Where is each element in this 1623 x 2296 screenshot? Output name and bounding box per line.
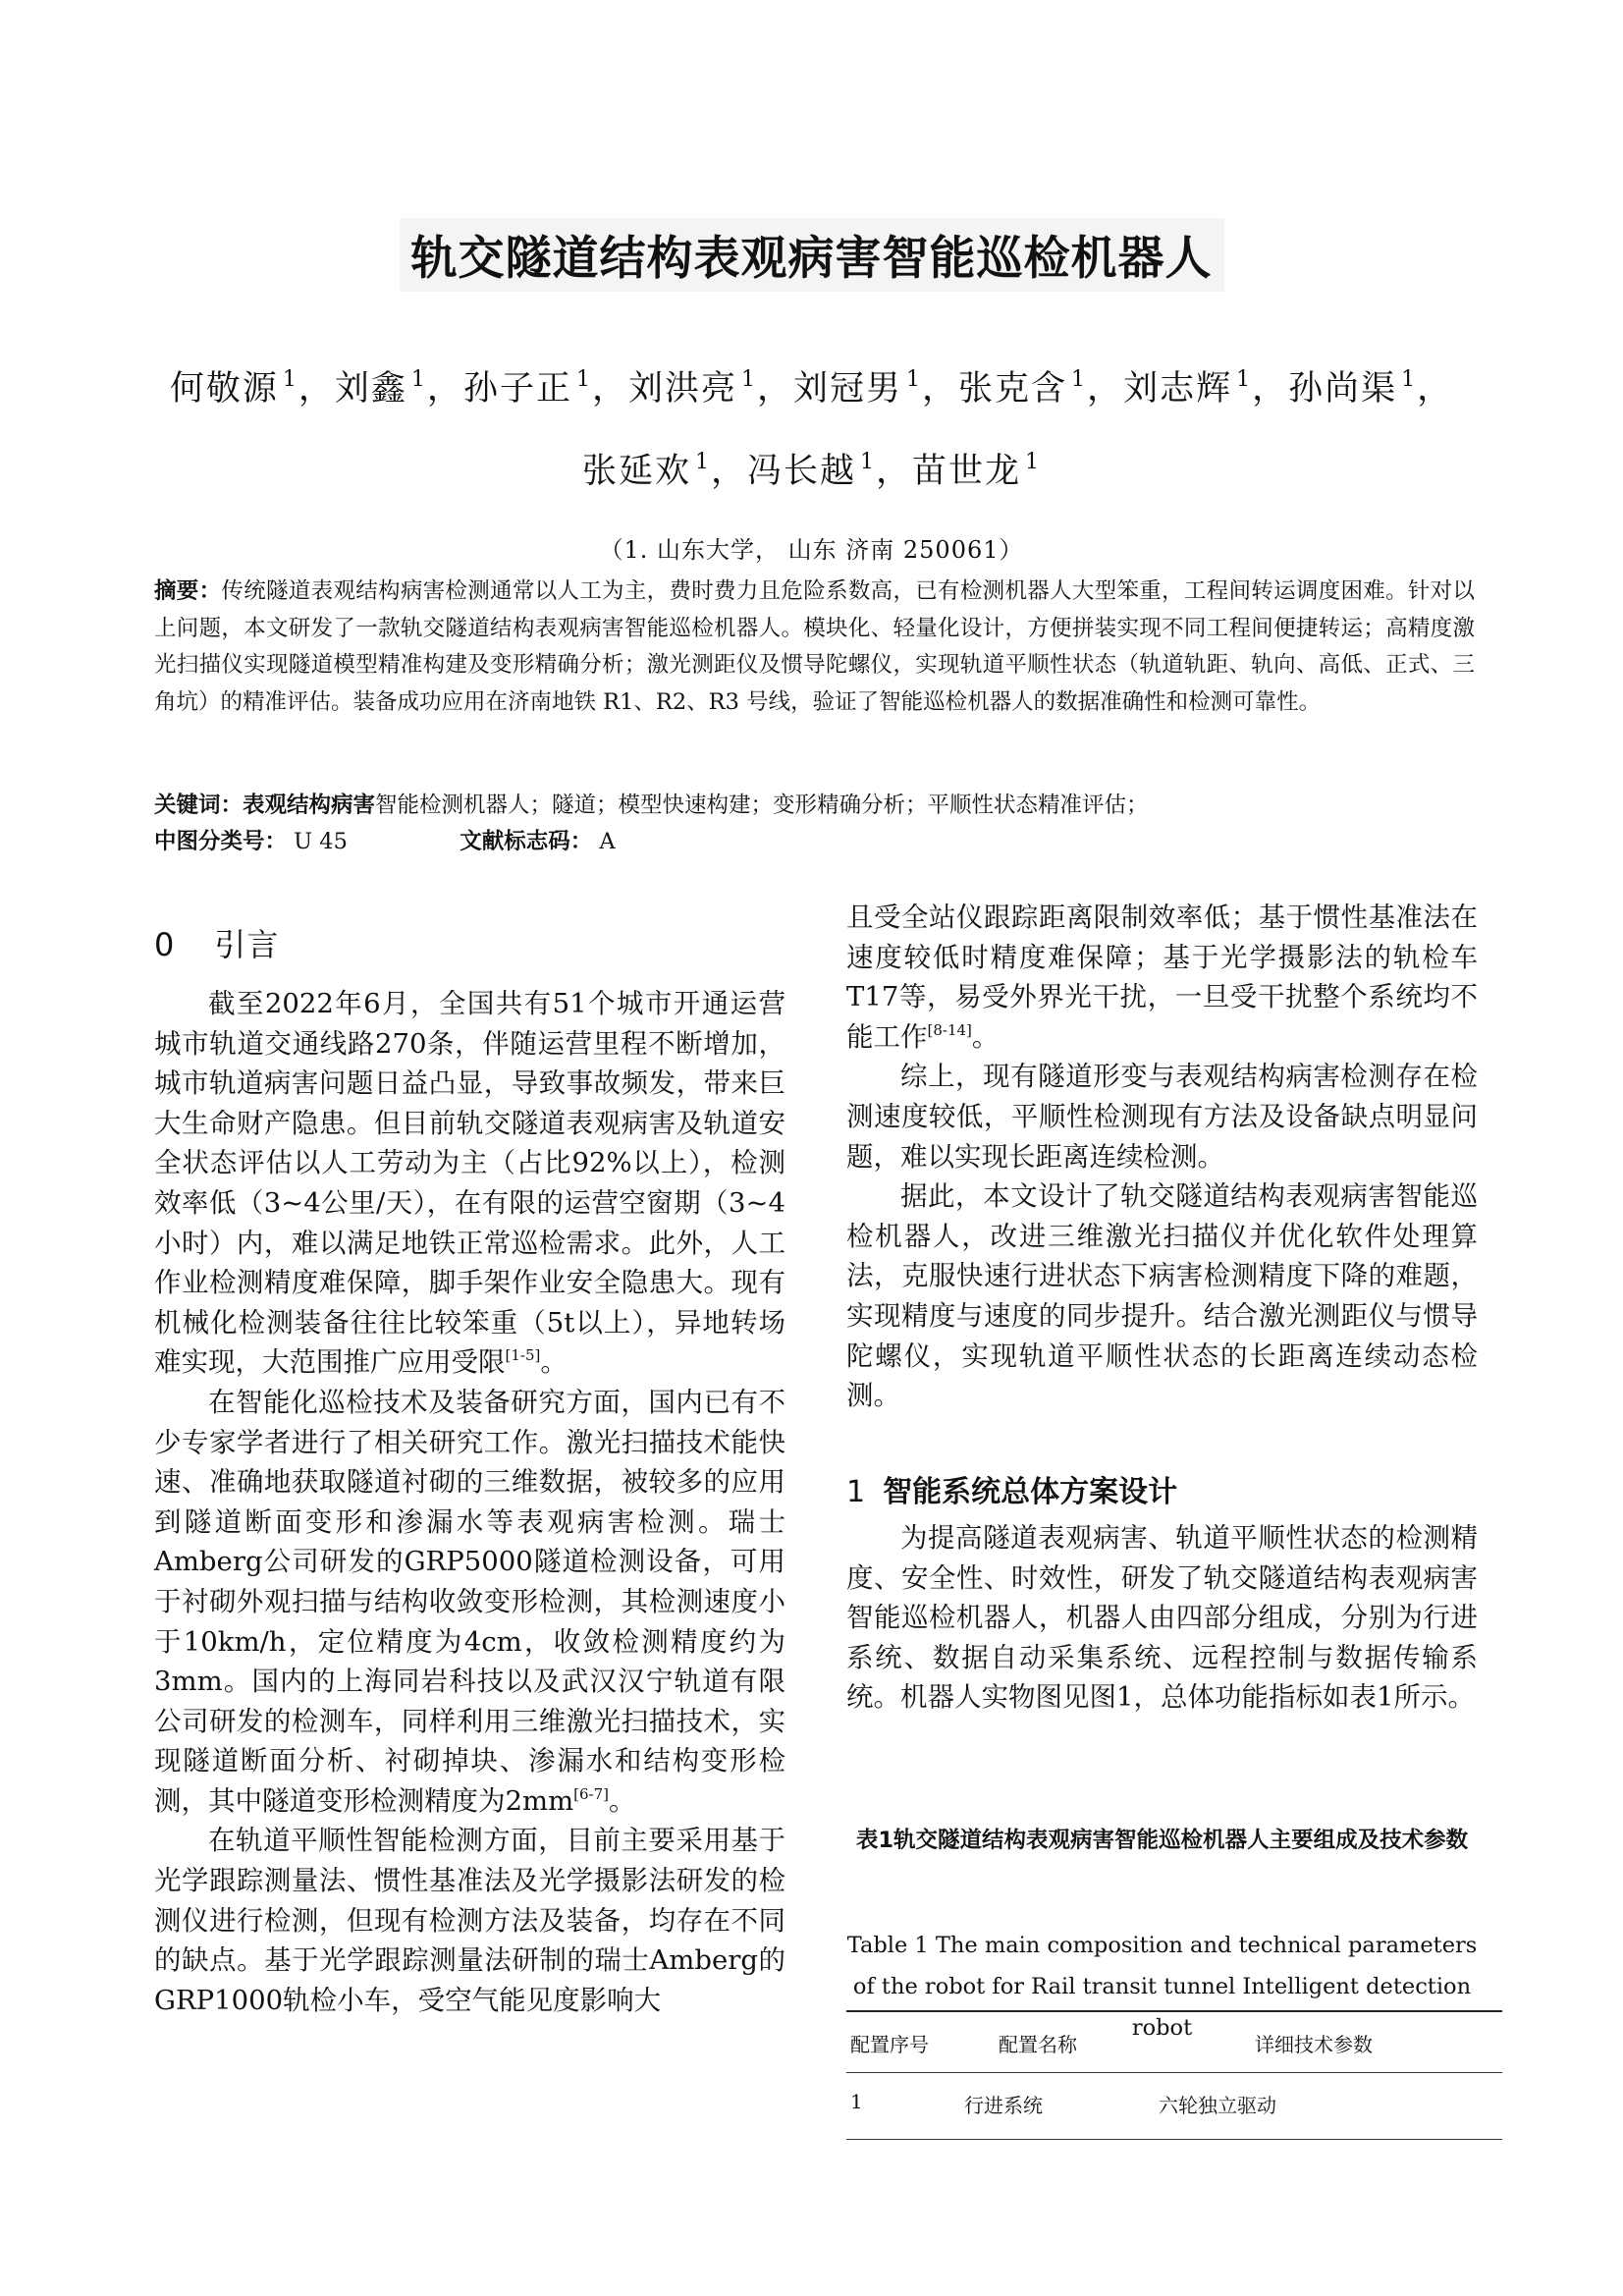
section-heading-1 xyxy=(846,1467,1177,1510)
section1-body xyxy=(846,1518,1478,1718)
paragraph: 据此，本文设计了轨交隧道结构表观病害智能巡检机器人，改进三维激光扫描仪并优化软件处理算法，克服快速行进状态下病害检测精度下降的难题，实现精度与速度的同步提升。结合激光测距仪与惯导陀螺仪，实现轨道平顺性状态的长距离连续动态检测。 xyxy=(846,1180,1478,1412)
section-title: 智能系统总体方案设计 xyxy=(883,1475,1178,1509)
author-name: 苗世龙 xyxy=(912,452,1022,491)
author xyxy=(958,369,1087,409)
table-header-cell: 详细技术参数 xyxy=(1255,2033,1373,2056)
author-name: 张延欢 xyxy=(581,452,691,491)
author xyxy=(582,452,711,491)
citation: [8-14] xyxy=(927,1020,972,1039)
right-column xyxy=(846,898,1478,1416)
keywords-label: 关键词： xyxy=(154,793,243,818)
author-affiliation-mark: 1 xyxy=(282,367,298,392)
section-number: 0 xyxy=(154,926,176,963)
abstract-label: 摘要： xyxy=(154,578,222,604)
doc-code-value: A xyxy=(599,829,616,854)
citation: [6-7] xyxy=(573,1784,610,1803)
paragraph: 截至2022年6月，全国共有51个城市开通运营城市轨道交通线路270条，伴随运营里程不断增加，城市轨道病害问题日益凸显，导致事故频发，带来巨大生命财产隐患。但目前轨交隧道表观病害及轨道安全状态评估以人工劳动为主（占比92%以上），检测效率低（3~4公里/天），在有限的运营空窗期（3~4小时）内，难以满足地铁正常巡检需求。此外，人工作业检测精度难保障，脚手架作业安全隐患大。现有机械化检测装备往往比较笨重（5t以上），异地转场难实现，大范围推广应用受限[1-5]。 xyxy=(154,988,785,1379)
paragraph: 为提高隧道表观病害、轨道平顺性状态的检测精度、安全性、时效性，研发了轨交隧道结构表观病害智能巡检机器人，机器人由四部分组成，分别为行进系统、数据自动采集系统、远程控制与数据传输系统。机器人实物图见图1，总体功能指标如表1所示。 xyxy=(846,1522,1478,1714)
title-block xyxy=(0,218,1623,292)
table-cell: 1 xyxy=(850,2090,863,2113)
author xyxy=(170,369,298,409)
section-heading-intro xyxy=(154,920,279,965)
table-header-cell: 配置名称 xyxy=(999,2033,1077,2056)
author-affiliation-mark: 1 xyxy=(410,367,427,392)
paragraph: 在智能化巡检技术及装备研究方面，国内已有不少专家学者进行了相关研究工作。激光扫描技术能快速、准确地获取隧道衬砌的三维数据，被较多的应用到隧道断面变形和渗漏水等表观病害检测。瑞士Amberg公司研发的GRP5000隧道检测设备，可用于衬砌外观扫描与结构收敛变形检测，其检测速度小于10km/h，定位精度为4cm，收敛检测精度约为3mm。国内的上海同岩科技以及武汉汉宁轨道有限公司研发的检测车，同样利用三维激光扫描技术，实现隧道断面分析、衬砌掉块、渗漏水和结构变形检测，其中隧道变形检测精度为2mm[6-7]。 xyxy=(154,1386,785,1817)
table-bottom-rule xyxy=(846,2139,1502,2140)
section-title: 引言 xyxy=(214,926,280,963)
author xyxy=(463,369,592,409)
paragraph: 在轨道平顺性智能检测方面，目前主要采用基于光学跟踪测量法、惯性基准法及光学摄影法研发的检测仪进行检测，但现有检测方法及装备，均存在不同的缺点。基于光学跟踪测量法研制的瑞士Amberg的GRP1000轨检小车，受空气能见度影响大 xyxy=(154,1825,785,2016)
author-affiliation-mark: 1 xyxy=(1071,367,1088,392)
author xyxy=(335,369,427,409)
author-affiliation-mark: 1 xyxy=(740,367,757,392)
paper-title: 轨交隧道结构表观病害智能巡检机器人 xyxy=(400,218,1224,292)
author-affiliation-mark: 1 xyxy=(1025,450,1042,474)
table-caption-en: Table 1 The main composition and technical parameters of the robot for Rail transit tunnel Intelligent detection robot xyxy=(846,1933,1478,2041)
author-name: 刘志辉 xyxy=(1123,369,1233,409)
author-affiliation-mark: 1 xyxy=(860,450,876,474)
abstract xyxy=(154,574,1475,721)
section-number: 1 xyxy=(846,1475,866,1509)
author-name: 张克含 xyxy=(958,369,1068,409)
author-name: 刘鑫 xyxy=(334,369,407,409)
paragraph: 且受全站仪跟踪距离限制效率低；基于惯性基准法在速度较低时精度难保障；基于光学摄影法的轨检车T17等，易受外界光干扰，一旦受干扰整个系统均不能工作[8-14]。 xyxy=(846,902,1478,1053)
author-affiliation-mark: 1 xyxy=(1401,367,1418,392)
clc-label: 中图分类号： xyxy=(154,829,288,854)
author xyxy=(912,452,1041,491)
table-top-rule xyxy=(846,2010,1502,2012)
author-affiliation-mark: 1 xyxy=(906,367,923,392)
citation: [1-5] xyxy=(505,1346,541,1365)
author xyxy=(1288,369,1417,409)
left-column xyxy=(154,984,785,2020)
abstract-text: 传统隧道表观结构病害检测通常以人工为主，费时费力且危险系数高，已有检测机器人大型笨重，工程间转运调度困难。针对以上问题，本文研发了一款轨交隧道结构表观病害智能巡检机器人。模块化、轻量化设计，方便拼装实现不同工程间便捷转运；高精度激光扫描仪实现隧道模型精准构建及变形精确分析；激光测距仪及惯导陀螺仪，实现轨道平顺性状态（轨道轨距、轨向、高低、正式、三角坑）的精准评估。装备成功应用在济南地铁 R1、R2、R3 号线，验证了智能巡检机器人的数据准确性和检测可靠性。 xyxy=(154,578,1475,715)
author-list-line-1: 何敬源 $^1$，刘鑫 $^1$，孙子正 $^1$，刘洪亮 $^1$，刘冠男 $^1$，张克含 $^1$，刘志辉 $^1$，孙尚渠 $^1$， xyxy=(169,367,1454,409)
author-name: 刘冠男 xyxy=(793,369,903,409)
author-affiliation-mark: 1 xyxy=(694,450,711,474)
keywords-text: 智能检测机器人；隧道；模型快速构建；变形精确分析；平顺性状态精准评估； xyxy=(375,793,1149,818)
keywords xyxy=(154,790,1475,821)
author-name: 孙子正 xyxy=(462,369,572,409)
paragraph: 综上，现有隧道形变与表观结构病害检测存在检测速度较低，平顺性检测现有方法及设备缺点明显问题，难以实现长距离连续检测。 xyxy=(846,1061,1478,1173)
author-affiliation-mark: 1 xyxy=(575,367,592,392)
author xyxy=(628,369,757,409)
table-cell: 行进系统 xyxy=(964,2094,1043,2117)
table-caption-zh: 表1轨交隧道结构表观病害智能巡检机器人主要组成及技术参数 xyxy=(855,1828,1469,1853)
author xyxy=(747,452,876,491)
doc-code-label: 文献标志码： xyxy=(460,829,593,854)
author-name: 何敬源 xyxy=(169,369,279,409)
author-list-line-2: 张延欢 $^1$，冯长越 $^1$，苗世龙 $^1$ xyxy=(581,450,1042,491)
author xyxy=(793,369,922,409)
classification xyxy=(154,826,1475,857)
table-header-rule xyxy=(846,2072,1502,2073)
author-affiliation-mark: 1 xyxy=(1236,367,1253,392)
clc-value: U 45 xyxy=(294,829,348,854)
author-name: 冯长越 xyxy=(746,452,856,491)
author xyxy=(1123,369,1252,409)
author-name: 刘洪亮 xyxy=(627,369,737,409)
author-name: 孙尚渠 xyxy=(1288,369,1398,409)
right-column-paragraphs xyxy=(846,898,1478,1416)
table-cell: 六轮独立驱动 xyxy=(1159,2094,1276,2117)
affiliation: （1. 山东大学， 山东 济南 250061） xyxy=(599,536,1024,564)
table-header-cell: 配置序号 xyxy=(850,2033,929,2056)
keywords-bold: 表观结构病害 xyxy=(243,793,376,818)
